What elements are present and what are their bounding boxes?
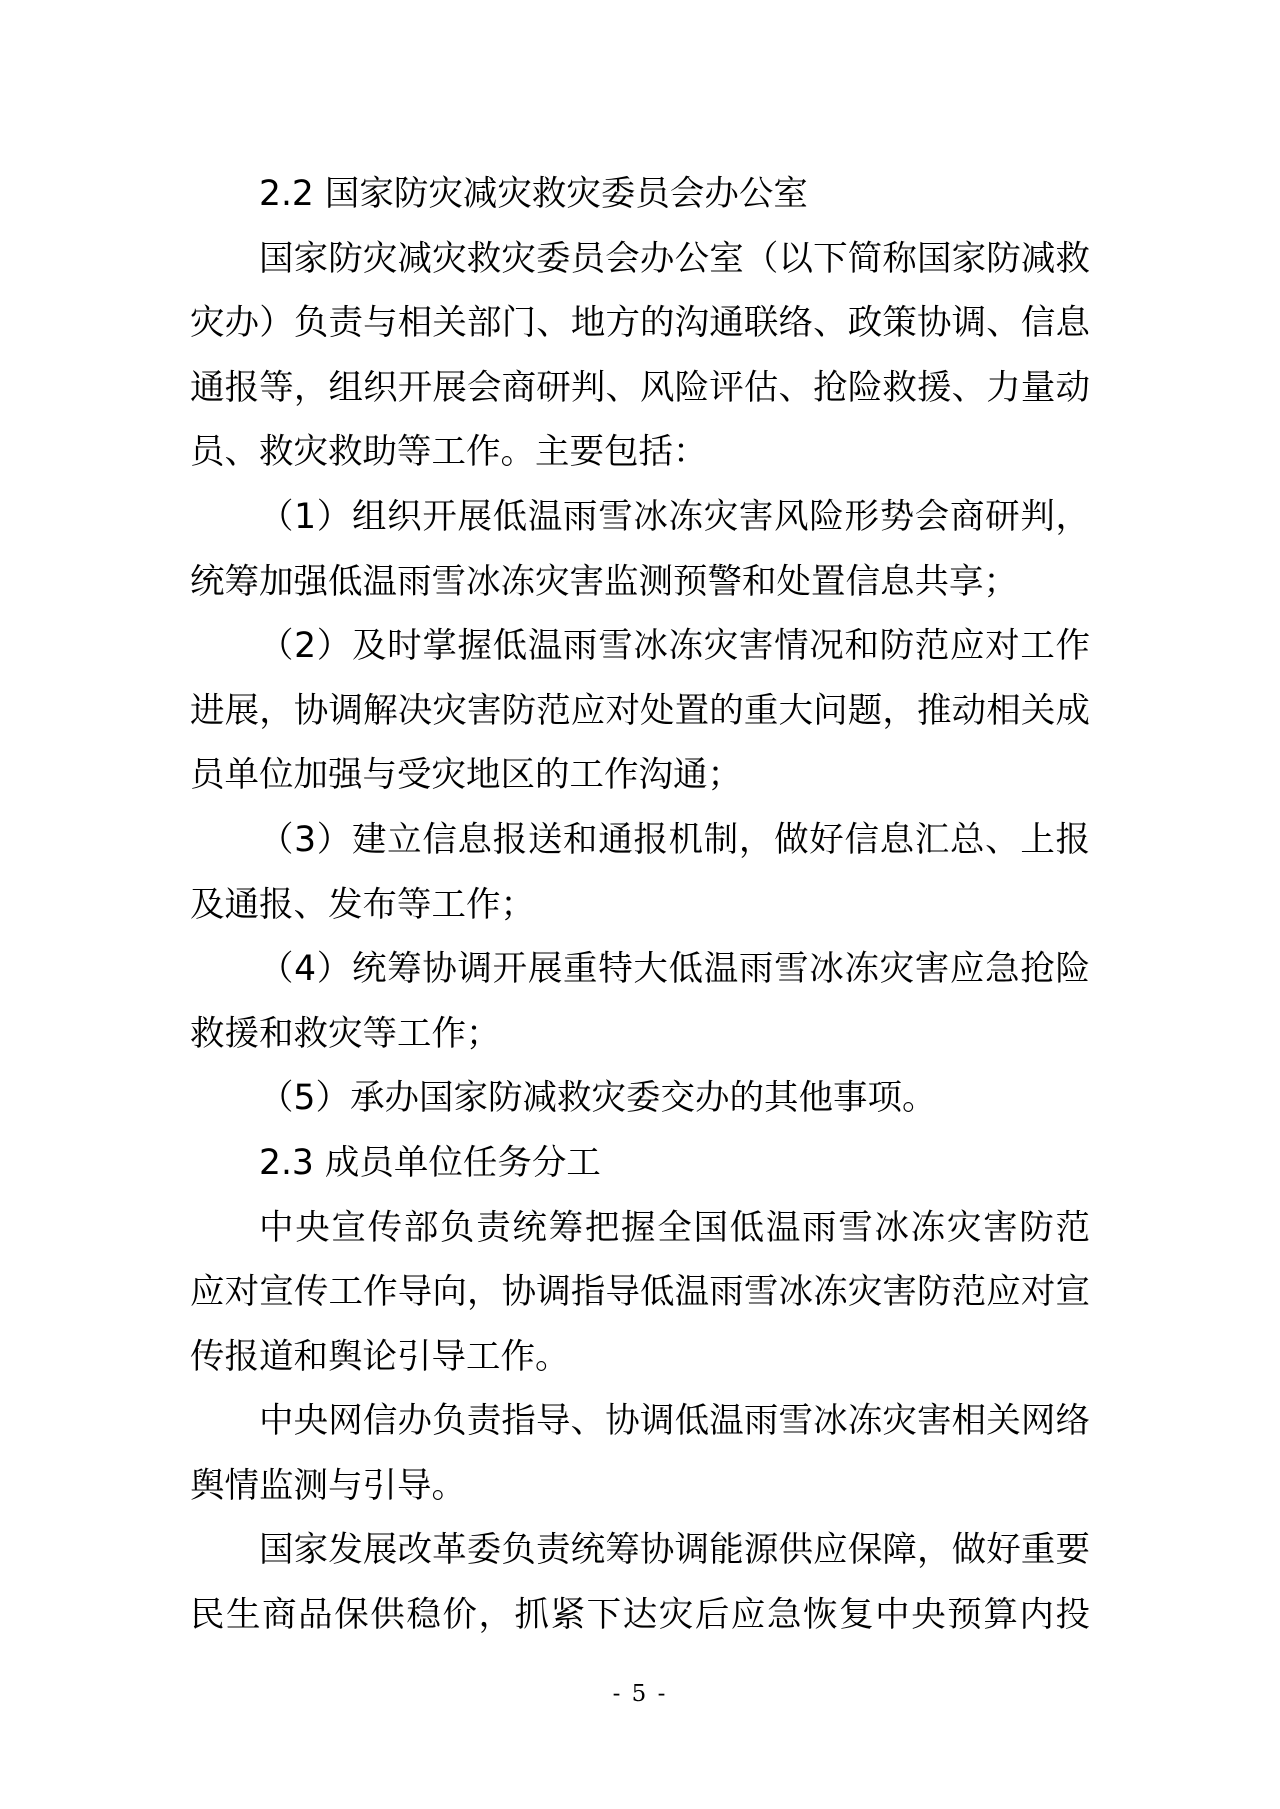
paragraph-line: 民生商品保供稳价，抓紧下达灾后应急恢复中央预算内投 [190, 1595, 1090, 1636]
list-item-2-line: 进展，协调解决灾害防范应对处置的重大问题，推动相关成 [190, 690, 1090, 731]
paragraph-line: 传报道和舆论引导工作。 [190, 1336, 570, 1377]
paragraph-line: 舆情监测与引导。 [190, 1465, 466, 1506]
list-item-1-line: 统筹加强低温雨雪冰冻灾害监测预警和处置信息共享； [190, 561, 1018, 602]
paragraph-line: 中央宣传部负责统筹把握全国低温雨雪冰冻灾害防范 [259, 1207, 1090, 1248]
list-item-3-line: （3）建立信息报送和通报机制，做好信息汇总、上报 [259, 819, 1090, 860]
document-body [190, 162, 1090, 1648]
paragraph-line: 通报等，组织开展会商研判、风险评估、抢险救援、力量动 [190, 367, 1090, 408]
paragraph-line: 国家防灾减灾救灾委员会办公室（以下简称国家防减救 [259, 238, 1090, 279]
list-item-5-line: （5）承办国家防减救灾委交办的其他事项。 [259, 1078, 937, 1119]
list-item-2-line: （2）及时掌握低温雨雪冰冻灾害情况和防范应对工作 [259, 626, 1090, 667]
list-item-1-line: （1）组织开展低温雨雪冰冻灾害风险形势会商研判， [259, 496, 1090, 537]
list-item-4-line: 救援和救灾等工作； [190, 1013, 501, 1054]
list-item-3-line: 及通报、发布等工作； [190, 884, 535, 925]
paragraph-line: 应对宣传工作导向，协调指导低温雨雪冰冻灾害防范应对宣 [190, 1272, 1090, 1313]
list-item-4-line: （4）统筹协调开展重特大低温雨雪冰冻灾害应急抢险 [259, 949, 1090, 990]
section-heading-2-2: 2.2 国家防灾减灾救灾委员会办公室 [259, 174, 808, 214]
page-number: - 5 - [612, 1681, 668, 1707]
paragraph-line: 国家发展改革委负责统筹协调能源供应保障，做好重要 [259, 1530, 1090, 1571]
paragraph-line: 中央网信办负责指导、协调低温雨雪冰冻灾害相关网络 [259, 1401, 1090, 1442]
list-item-2-line: 员单位加强与受灾地区的工作沟通； [190, 755, 742, 796]
paragraph-line: 员、救灾救助等工作。主要包括： [190, 432, 708, 473]
section-heading-2-3: 2.3 成员单位任务分工 [259, 1142, 601, 1183]
paragraph-line: 灾办）负责与相关部门、地方的沟通联络、政策协调、信息 [190, 303, 1090, 344]
